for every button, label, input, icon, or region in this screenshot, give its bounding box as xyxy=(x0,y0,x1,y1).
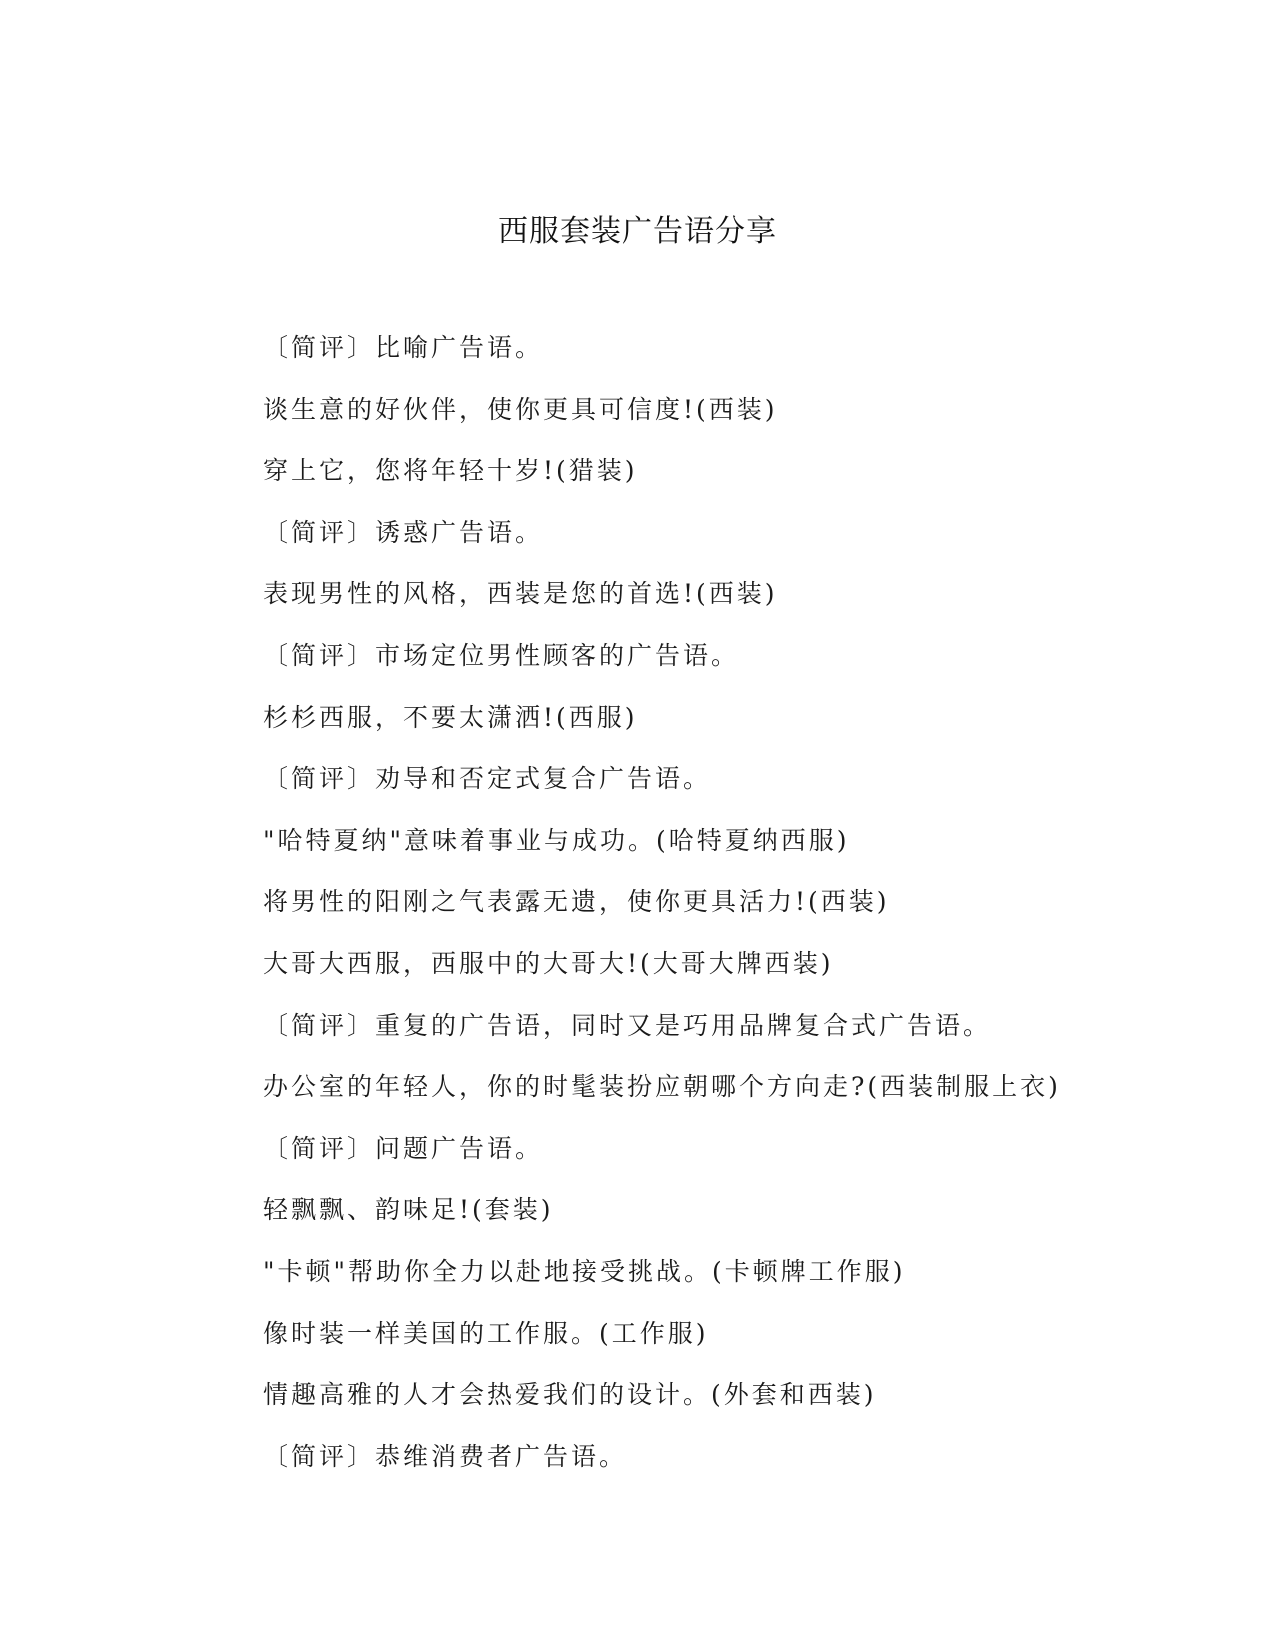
text-line: 将男性的阳刚之气表露无遗，使你更具活力!(西装) xyxy=(263,887,890,917)
text-line: 大哥大西服，西服中的大哥大!(大哥大牌西装) xyxy=(263,948,834,978)
text-line: 轻飘飘、韵味足!(套装) xyxy=(263,1195,554,1225)
text-line: 穿上它，您将年轻十岁!(猎装) xyxy=(263,456,638,486)
text-line: 〔简评〕恭维消费者广告语。 xyxy=(263,1441,628,1471)
text-line: "哈特夏纳"意味着事业与成功。(哈特夏纳西服) xyxy=(263,825,850,855)
text-line: 〔简评〕劝导和否定式复合广告语。 xyxy=(263,764,712,794)
text-line: 〔简评〕比喻广告语。 xyxy=(263,333,544,362)
text-line: 杉杉西服，不要太潇洒!(西服) xyxy=(263,702,638,732)
document-title: 西服套装广告语分享 xyxy=(498,214,777,249)
document-body xyxy=(263,331,1223,1501)
text-line: 情趣高雅的人才会热爱我们的设计。(外套和西装) xyxy=(263,1380,877,1410)
text-line: 办公室的年轻人，你的时髦装扮应朝哪个方向走?(西装制服上衣) xyxy=(263,1072,1061,1102)
text-line: 表现男性的风格，西装是您的首选!(西装) xyxy=(263,579,778,609)
text-line: 〔简评〕重复的广告语，同时又是巧用品牌复合式广告语。 xyxy=(263,1010,992,1040)
text-line: 像时装一样美国的工作服。(工作服) xyxy=(263,1318,709,1348)
text-line: 〔简评〕问题广告语。 xyxy=(263,1133,544,1163)
text-line: 〔简评〕诱惑广告语。 xyxy=(263,517,544,547)
text-line: 谈生意的好伙伴，使你更具可信度!(西装) xyxy=(263,394,778,424)
text-line: 〔简评〕市场定位男性顾客的广告语。 xyxy=(263,640,740,670)
text-line: "卡顿"帮助你全力以赴地接受挑战。(卡顿牌工作服) xyxy=(263,1256,906,1286)
